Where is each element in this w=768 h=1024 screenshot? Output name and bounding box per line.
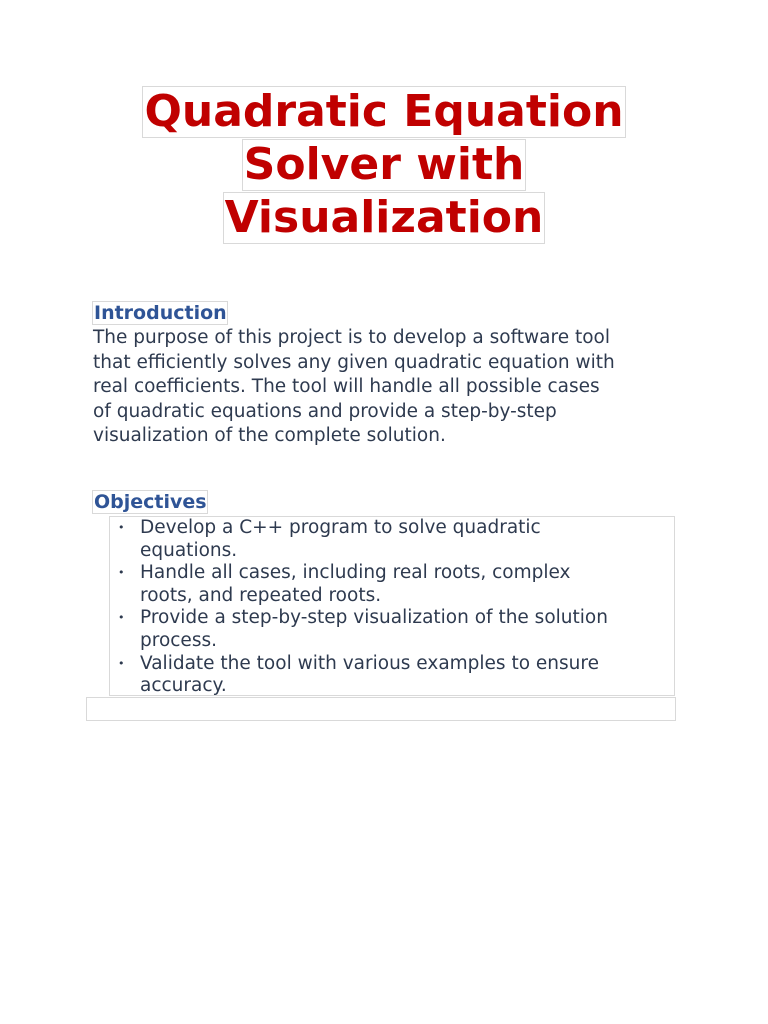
introduction-line: that efficiently solves any given quadratic equation with — [93, 351, 615, 373]
introduction-paragraph — [93, 326, 683, 449]
introduction-line: The purpose of this project is to develop a software tool — [93, 327, 610, 348]
objective-line: process. — [140, 629, 217, 651]
bullet-icon: • — [118, 566, 125, 580]
introduction-heading: Introduction — [94, 302, 227, 324]
bullet-icon: • — [118, 521, 125, 534]
objective-line: Provide a step-by-step visualization of the solution — [140, 607, 608, 629]
introduction-line: of quadratic equations and provide a step-by-step — [93, 400, 557, 422]
objective-item — [110, 653, 674, 698]
introduction-line: real coefficients. The tool will handle all possible cases — [93, 376, 600, 398]
objective-item — [110, 562, 674, 607]
title-line-3: Visualization — [224, 192, 544, 243]
objectives-heading: Objectives — [94, 491, 207, 513]
objective-line: Develop a C++ program to solve quadratic — [140, 517, 541, 538]
bullet-icon: • — [118, 611, 125, 625]
objective-line: roots, and repeated roots. — [140, 584, 382, 606]
objective-item — [110, 607, 674, 652]
objective-item — [110, 517, 674, 562]
bullet-icon: • — [118, 656, 125, 670]
title-line-1: Quadratic Equation — [144, 86, 624, 137]
title-line-2: Solver with — [243, 139, 525, 190]
empty-text-box — [86, 697, 676, 721]
objectives-list — [110, 517, 674, 698]
objective-line: Handle all cases, including real roots, complex — [140, 562, 571, 584]
document-title — [0, 86, 768, 245]
objective-line: equations. — [140, 539, 238, 561]
objective-line: accuracy. — [140, 675, 227, 697]
introduction-line: visualization of the complete solution. — [93, 425, 446, 447]
objectives-list-box — [109, 516, 675, 696]
objective-line: Validate the tool with various examples to ensure — [140, 652, 599, 674]
